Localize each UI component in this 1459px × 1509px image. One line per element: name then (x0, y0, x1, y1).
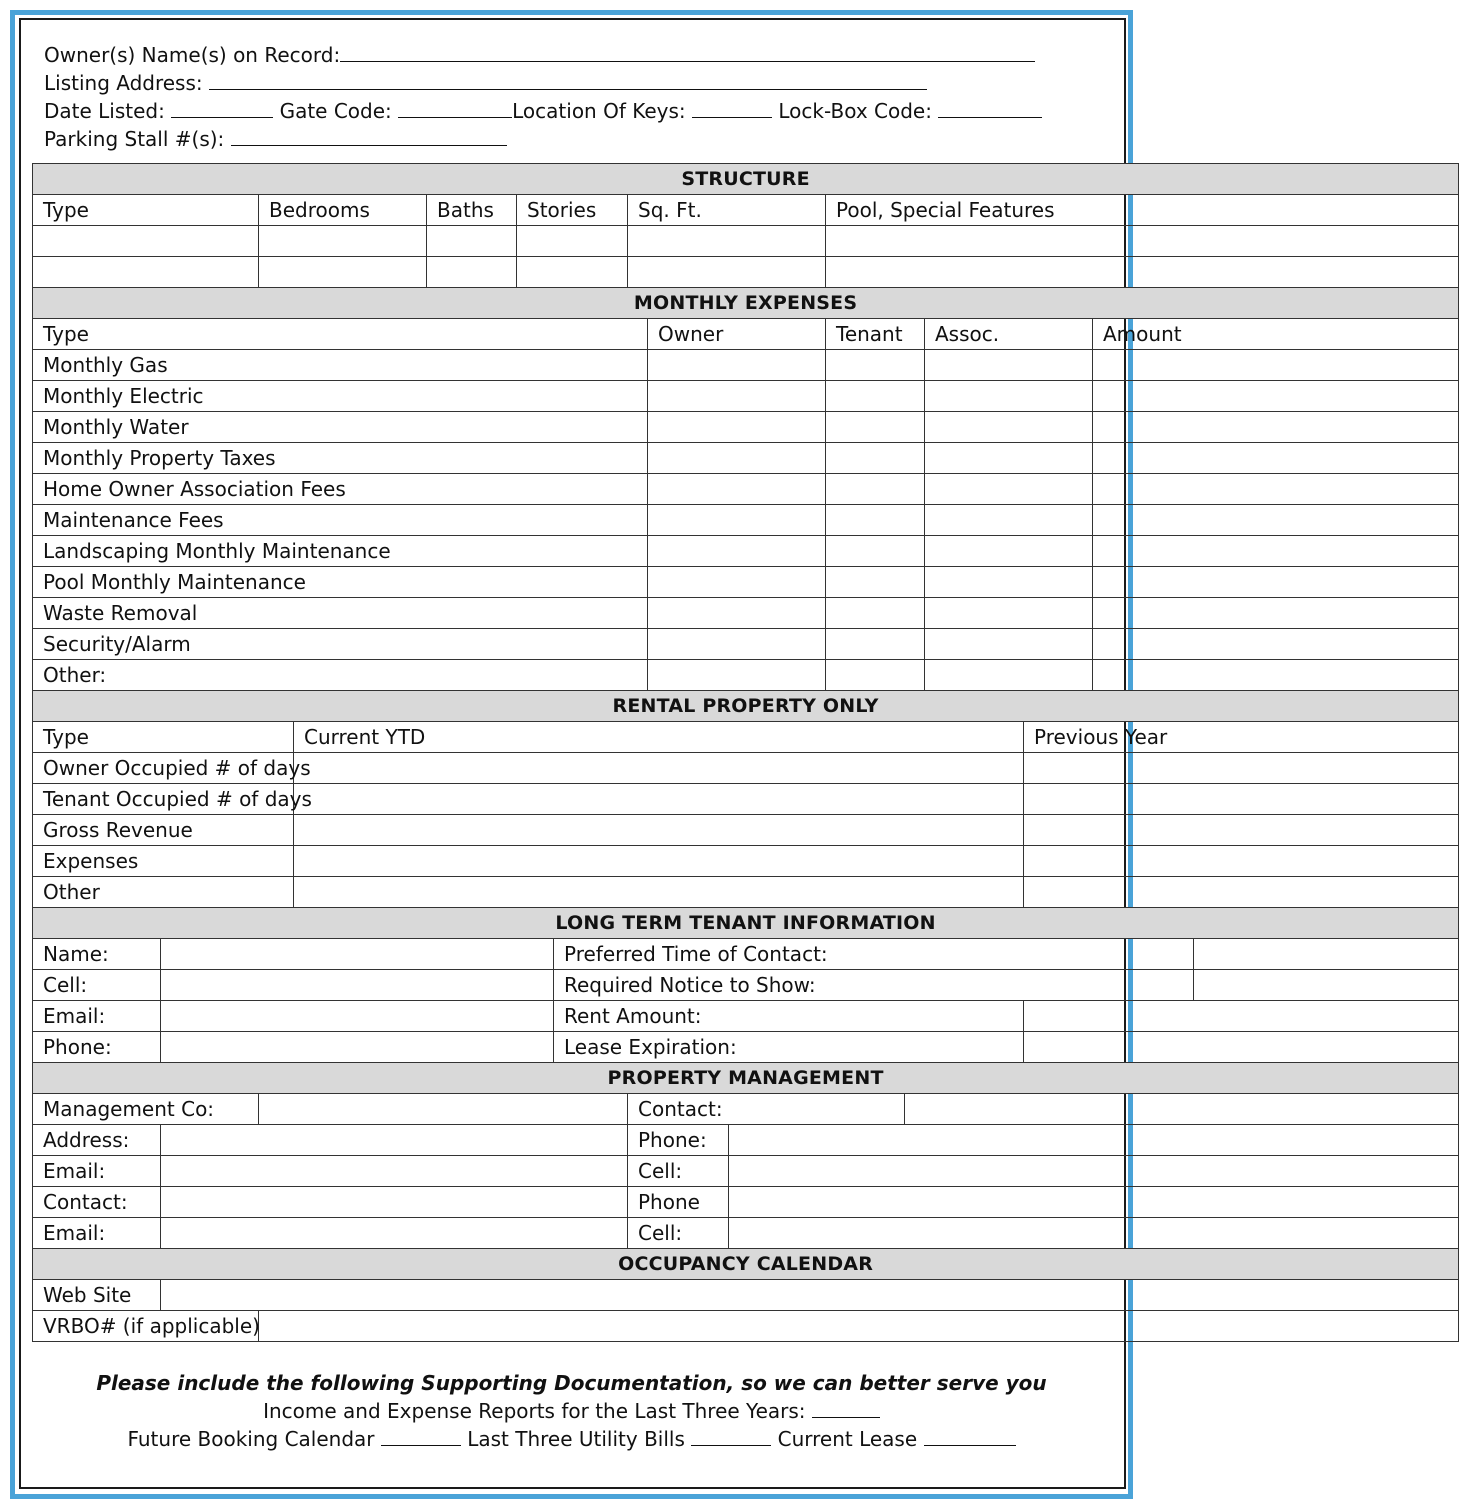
current-ytd-cell[interactable] (294, 877, 1024, 908)
rental-label: Other (33, 877, 294, 908)
owner-cell[interactable] (648, 598, 826, 629)
expense-label: Monthly Electric (33, 381, 648, 412)
tenant-cell[interactable] (826, 350, 925, 381)
rental-section-header: RENTAL PROPERTY ONLY (33, 691, 1459, 722)
mgmt-email-field[interactable] (161, 1156, 628, 1187)
expense-row (33, 598, 1459, 629)
date-line (44, 97, 1042, 125)
owner-cell[interactable] (648, 412, 826, 443)
rental-col-type: Type (33, 722, 294, 753)
structure-sqft-cell[interactable] (628, 226, 826, 257)
structure-type-cell[interactable] (33, 257, 259, 288)
structure-col-features: Pool, Special Features (826, 195, 1459, 226)
mgmt-phone2-field[interactable] (729, 1187, 1459, 1218)
current-ytd-cell[interactable] (294, 753, 1024, 784)
rental-row (33, 815, 1459, 846)
documentation-note-text: Please include the following Supporting Documentation, so we can better serve you (96, 1371, 1047, 1395)
tenant-name-label: Name: (33, 939, 161, 970)
mgmt-contact-field[interactable] (905, 1094, 1459, 1125)
mgmt-phone-field[interactable] (729, 1125, 1459, 1156)
utility-label: Last Three Utility Bills (467, 1427, 685, 1451)
assoc-cell[interactable] (925, 567, 1093, 598)
mgmt-cell2-field[interactable] (729, 1218, 1459, 1249)
address-line (44, 69, 927, 97)
current-ytd-cell[interactable] (294, 784, 1024, 815)
tenant-phone-label: Phone: (33, 1032, 161, 1063)
income-field[interactable] (812, 1399, 880, 1418)
amount-cell[interactable] (1093, 598, 1459, 629)
tenant-cell[interactable] (826, 660, 925, 691)
amount-cell[interactable] (1093, 474, 1459, 505)
assoc-cell[interactable] (925, 505, 1093, 536)
expense-label: Waste Removal (33, 598, 648, 629)
management-row (33, 1187, 1459, 1218)
listing-address-field[interactable] (209, 71, 927, 90)
tenant-email-field[interactable] (161, 1001, 554, 1032)
tenant-cell[interactable] (826, 629, 925, 660)
expense-label: Maintenance Fees (33, 505, 648, 536)
rental-label: Expenses (33, 846, 294, 877)
owner-cell[interactable] (648, 381, 826, 412)
assoc-cell[interactable] (925, 660, 1093, 691)
income-line (0, 1397, 1143, 1425)
mgmt-email-label: Email: (33, 1156, 161, 1187)
parking-line (44, 125, 507, 153)
expense-label: Home Owner Association Fees (33, 474, 648, 505)
structure-bedrooms-cell[interactable] (259, 226, 427, 257)
rental-col-previous-year: Previous Year (1024, 722, 1459, 753)
mgmt-phone2-label: Phone (628, 1187, 729, 1218)
tenant-name-field[interactable] (161, 939, 554, 970)
amount-cell[interactable] (1093, 567, 1459, 598)
lease-label: Current Lease (777, 1427, 918, 1451)
website-field[interactable] (161, 1280, 1459, 1311)
location-keys-label: Location Of Keys: (512, 99, 686, 123)
preferred-contact-label: Preferred Time of Contact: (554, 939, 1194, 970)
mgmt-address-field[interactable] (161, 1125, 628, 1156)
amount-cell[interactable] (1093, 536, 1459, 567)
current-ytd-cell[interactable] (294, 846, 1024, 877)
expense-label: Monthly Gas (33, 350, 648, 381)
address-label: Listing Address: (44, 71, 203, 95)
amount-cell[interactable] (1093, 381, 1459, 412)
tenant-phone-field[interactable] (161, 1032, 554, 1063)
amount-cell[interactable] (1093, 660, 1459, 691)
owner-cell[interactable] (648, 629, 826, 660)
structure-sqft-cell[interactable] (628, 257, 826, 288)
management-co-label: Management Co: (33, 1094, 259, 1125)
occupancy-section-header: OCCUPANCY CALENDAR (33, 1249, 1459, 1280)
owner-cell[interactable] (648, 660, 826, 691)
structure-col-sqft: Sq. Ft. (628, 195, 826, 226)
structure-col-stories: Stories (517, 195, 628, 226)
expense-label: Pool Monthly Maintenance (33, 567, 648, 598)
previous-year-cell[interactable] (1024, 753, 1459, 784)
tenant-email-label: Email: (33, 1001, 161, 1032)
structure-entry-row (33, 226, 1459, 257)
mgmt-address-label: Address: (33, 1125, 161, 1156)
rental-header-row (33, 722, 1459, 753)
documents-line (0, 1425, 1143, 1453)
assoc-cell[interactable] (925, 474, 1093, 505)
structure-col-bedrooms: Bedrooms (259, 195, 427, 226)
expense-row (33, 412, 1459, 443)
mgmt-contact2-field[interactable] (161, 1187, 628, 1218)
tenant-row (33, 1001, 1459, 1032)
tenant-section-header: LONG TERM TENANT INFORMATION (33, 908, 1459, 939)
amount-cell[interactable] (1093, 629, 1459, 660)
mgmt-contact-label: Contact: (628, 1094, 905, 1125)
rental-label: Tenant Occupied # of days (33, 784, 294, 815)
structure-type-cell[interactable] (33, 226, 259, 257)
lease-expiration-field[interactable] (1024, 1032, 1459, 1063)
previous-year-cell[interactable] (1024, 784, 1459, 815)
tenant-cell[interactable] (826, 474, 925, 505)
expense-row (33, 443, 1459, 474)
rental-row (33, 753, 1459, 784)
occupancy-row (33, 1280, 1459, 1311)
mgmt-email2-label: Email: (33, 1218, 161, 1249)
assoc-cell[interactable] (925, 598, 1093, 629)
booking-label: Future Booking Calendar (127, 1427, 375, 1451)
structure-col-type: Type (33, 195, 259, 226)
current-ytd-cell[interactable] (294, 815, 1024, 846)
tenant-cell[interactable] (826, 381, 925, 412)
expense-label: Other: (33, 660, 648, 691)
date-listed-field[interactable] (171, 99, 273, 118)
tenant-cell[interactable] (826, 505, 925, 536)
tenant-cell-field[interactable] (161, 970, 554, 1001)
expense-row (33, 567, 1459, 598)
assoc-cell[interactable] (925, 412, 1093, 443)
rental-label: Owner Occupied # of days (33, 753, 294, 784)
owner-cell[interactable] (648, 474, 826, 505)
rent-amount-field[interactable] (1024, 1001, 1459, 1032)
assoc-cell[interactable] (925, 629, 1093, 660)
owner-cell[interactable] (648, 505, 826, 536)
mgmt-phone-label: Phone: (628, 1125, 729, 1156)
property-info-table (32, 163, 1459, 1342)
previous-year-cell[interactable] (1024, 846, 1459, 877)
expense-row (33, 629, 1459, 660)
mgmt-cell-field[interactable] (729, 1156, 1459, 1187)
lockbox-label: Lock-Box Code: (778, 99, 932, 123)
management-row (33, 1125, 1459, 1156)
tenant-row (33, 970, 1459, 1001)
expenses-col-type: Type (33, 319, 648, 350)
tenant-cell[interactable] (826, 536, 925, 567)
parking-label: Parking Stall #(s): (44, 127, 225, 151)
utility-field[interactable] (691, 1427, 771, 1446)
structure-stories-cell[interactable] (517, 257, 628, 288)
expenses-section-header: MONTHLY EXPENSES (33, 288, 1459, 319)
owner-cell[interactable] (648, 567, 826, 598)
tenant-cell-label: Cell: (33, 970, 161, 1001)
income-label: Income and Expense Reports for the Last Three Years: (263, 1399, 806, 1423)
expense-row (33, 474, 1459, 505)
owner-name-field[interactable] (340, 43, 1035, 62)
management-section-header: PROPERTY MANAGEMENT (33, 1063, 1459, 1094)
expense-row (33, 350, 1459, 381)
owner-cell[interactable] (648, 443, 826, 474)
mgmt-cell-label: Cell: (628, 1156, 729, 1187)
tenant-row (33, 1032, 1459, 1063)
amount-cell[interactable] (1093, 505, 1459, 536)
management-row (33, 1218, 1459, 1249)
tenant-row (33, 939, 1459, 970)
structure-section-header: STRUCTURE (33, 164, 1459, 195)
structure-stories-cell[interactable] (517, 226, 628, 257)
website-label: Web Site (33, 1280, 161, 1311)
structure-col-baths: Baths (427, 195, 517, 226)
rental-label: Gross Revenue (33, 815, 294, 846)
occupancy-row (33, 1311, 1459, 1342)
rental-row (33, 784, 1459, 815)
lease-expiration-label: Lease Expiration: (554, 1032, 1024, 1063)
expense-row (33, 505, 1459, 536)
owner-cell[interactable] (648, 536, 826, 567)
owner-line (44, 41, 1035, 69)
assoc-cell[interactable] (925, 381, 1093, 412)
amount-cell[interactable] (1093, 443, 1459, 474)
documentation-note (0, 1369, 1143, 1397)
tenant-cell[interactable] (826, 598, 925, 629)
assoc-cell[interactable] (925, 443, 1093, 474)
expenses-col-tenant: Tenant (826, 319, 925, 350)
expense-label: Landscaping Monthly Maintenance (33, 536, 648, 567)
gate-code-label: Gate Code: (279, 99, 392, 123)
preferred-contact-field[interactable] (1194, 939, 1459, 970)
structure-baths-cell[interactable] (427, 226, 517, 257)
expenses-col-owner: Owner (648, 319, 826, 350)
rent-amount-label: Rent Amount: (554, 1001, 1024, 1032)
location-keys-field[interactable] (692, 99, 772, 118)
expenses-header-row (33, 319, 1459, 350)
gate-code-field[interactable] (398, 99, 512, 118)
previous-year-cell[interactable] (1024, 877, 1459, 908)
amount-cell[interactable] (1093, 350, 1459, 381)
amount-cell[interactable] (1093, 412, 1459, 443)
tenant-cell[interactable] (826, 567, 925, 598)
mgmt-contact2-label: Contact: (33, 1187, 161, 1218)
expense-row (33, 381, 1459, 412)
owner-cell[interactable] (648, 350, 826, 381)
notice-to-show-field[interactable] (1194, 970, 1459, 1001)
expense-label: Monthly Property Taxes (33, 443, 648, 474)
management-co-field[interactable] (259, 1094, 628, 1125)
structure-bedrooms-cell[interactable] (259, 257, 427, 288)
assoc-cell[interactable] (925, 536, 1093, 567)
structure-features-cell[interactable] (826, 226, 1459, 257)
booking-field[interactable] (381, 1427, 461, 1446)
structure-features-cell[interactable] (826, 257, 1459, 288)
rental-row (33, 846, 1459, 877)
expense-label: Security/Alarm (33, 629, 648, 660)
expense-row (33, 536, 1459, 567)
mgmt-email2-field[interactable] (161, 1218, 628, 1249)
structure-entry-row (33, 257, 1459, 288)
notice-to-show-label: Required Notice to Show: (554, 970, 1194, 1001)
expenses-col-assoc: Assoc. (925, 319, 1093, 350)
expense-row (33, 660, 1459, 691)
tenant-cell[interactable] (826, 412, 925, 443)
expense-label: Monthly Water (33, 412, 648, 443)
owner-label: Owner(s) Name(s) on Record: (44, 43, 341, 67)
parking-field[interactable] (231, 127, 507, 146)
lease-field[interactable] (924, 1427, 1016, 1446)
rental-col-current-ytd: Current YTD (294, 722, 1024, 753)
management-row (33, 1094, 1459, 1125)
previous-year-cell[interactable] (1024, 815, 1459, 846)
structure-header-row (33, 195, 1459, 226)
tenant-cell[interactable] (826, 443, 925, 474)
date-listed-label: Date Listed: (44, 99, 165, 123)
assoc-cell[interactable] (925, 350, 1093, 381)
vrbo-label: VRBO# (if applicable) (33, 1311, 259, 1342)
mgmt-cell2-label: Cell: (628, 1218, 729, 1249)
vrbo-field[interactable] (259, 1311, 1459, 1342)
structure-baths-cell[interactable] (427, 257, 517, 288)
management-row (33, 1156, 1459, 1187)
rental-row (33, 877, 1459, 908)
lockbox-field[interactable] (938, 99, 1042, 118)
expenses-col-amount: Amount (1093, 319, 1459, 350)
